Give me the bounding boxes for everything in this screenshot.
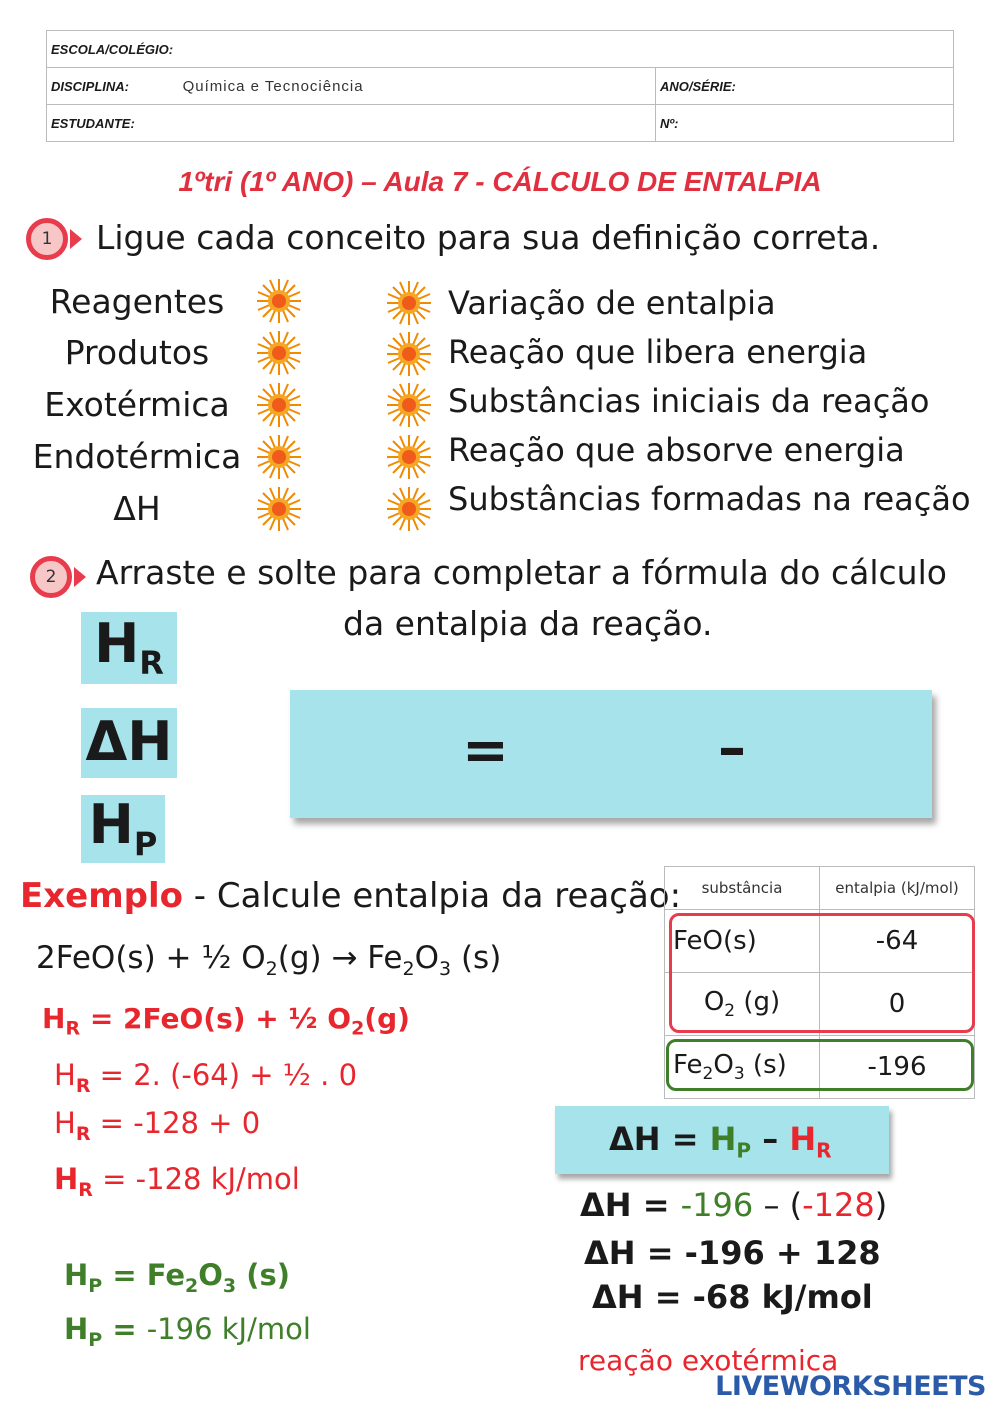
sun-connector-icon[interactable]	[256, 278, 302, 324]
sun-connector-icon[interactable]	[386, 382, 432, 428]
subject-cell	[47, 68, 656, 105]
sun-connector-icon[interactable]	[256, 434, 302, 480]
formula-drop-area[interactable]	[290, 690, 932, 818]
example-heading	[20, 876, 681, 916]
concept-exotermica[interactable]: Exotérmica	[44, 385, 230, 424]
minus-sign: –	[718, 716, 746, 781]
delta-h-step-1: ΔH = -196 – (-128)	[580, 1186, 888, 1224]
concept-reagentes[interactable]: Reagentes	[49, 282, 225, 321]
question-2-prompt-line2: da entalpia da reação.	[343, 604, 713, 643]
table-cell-substance: $O_2$ (g)	[665, 973, 820, 1036]
tile-hr-main: H	[94, 612, 140, 675]
reactants-highlight	[669, 913, 975, 1033]
question-2-badge: 2	[30, 556, 72, 598]
question-1-badge: 1	[26, 218, 68, 260]
subject-value: Química e Tecnociência	[182, 77, 364, 95]
drag-tile-delta-h[interactable]: ΔH	[81, 708, 177, 778]
table-header-substance: substância	[665, 867, 820, 910]
delta-h-formula-box	[555, 1106, 889, 1174]
question-1-arrow-icon	[70, 229, 82, 249]
sun-connector-icon[interactable]	[386, 331, 432, 377]
tile-hp-sub: P	[133, 824, 158, 863]
example-instruction: - Calcule entalpia da reação:	[183, 876, 682, 916]
equals-sign: =	[462, 718, 509, 783]
delta-h-formula: $\Delta H = H_P - H_R$	[609, 1120, 832, 1163]
definition-variacao-entalpia[interactable]: Variação de entalpia	[448, 284, 776, 322]
year-label: ANO/SÉRIE:	[656, 68, 954, 105]
question-2-prompt-line1: Arraste e solte para completar a fórmula do cálculo	[96, 553, 947, 592]
delta-h-step-2: ΔH = -196 + 128	[584, 1234, 881, 1272]
student-label: ESTUDANTE:	[47, 105, 656, 142]
example-reaction: 2FeO(s) + ½ $O_2(g) \to Fe_2O_3$ (s)	[36, 940, 502, 981]
drag-tile-hr[interactable]	[81, 612, 177, 684]
delta-h-result: ΔH = -68 kJ/mol	[592, 1278, 873, 1316]
hp-definition: $H_P = Fe_2O_3$ (s)	[64, 1258, 291, 1297]
sun-connector-icon[interactable]	[386, 486, 432, 532]
table-header-enthalpy: entalpia (kJ/mol)	[820, 867, 975, 910]
hr-definition: $H_R = 2FeO(s)$ + ½ $O_2(g)$	[42, 1002, 410, 1040]
sun-connector-icon[interactable]	[256, 382, 302, 428]
question-2-arrow-icon	[74, 567, 86, 587]
subject-label: DISCIPLINA:	[51, 78, 129, 94]
definition-substancias-iniciais[interactable]: Substâncias iniciais da reação	[448, 382, 930, 420]
tile-hr-sub: R	[139, 643, 164, 682]
concept-produtos[interactable]: Produtos	[64, 333, 210, 372]
school-label: ESCOLA/COLÉGIO:	[47, 31, 954, 68]
products-highlight	[666, 1039, 974, 1091]
table-cell-substance: $Fe_2O_3$ (s)	[665, 1036, 820, 1099]
hp-result: $H_P = -196$ kJ/mol	[64, 1312, 311, 1351]
conclusion: reação exotérmica	[578, 1344, 839, 1377]
drag-tile-hp[interactable]	[81, 795, 165, 863]
table-cell-value: -64	[820, 910, 975, 973]
definition-libera-energia[interactable]: Reação que libera energia	[448, 333, 868, 371]
table-cell-substance: FeO(s)	[665, 910, 820, 973]
header-table	[46, 30, 954, 142]
sun-connector-icon[interactable]	[256, 486, 302, 532]
concept-endotermica[interactable]: Endotérmica	[32, 437, 242, 476]
table-cell-value: 0	[820, 973, 975, 1036]
definition-substancias-formadas[interactable]: Substâncias formadas na reação	[448, 480, 971, 518]
question-1-prompt: Ligue cada conceito para sua definição correta.	[96, 218, 881, 257]
sun-connector-icon[interactable]	[256, 330, 302, 376]
sun-connector-icon[interactable]	[386, 280, 432, 326]
number-label: Nº:	[656, 105, 954, 142]
hr-result: $H_R = -128$ kJ/mol	[54, 1162, 300, 1201]
example-label: Exemplo	[20, 876, 183, 916]
definition-absorve-energia[interactable]: Reação que absorve energia	[448, 431, 905, 469]
hr-step-2: $H_R = -128 + 0$	[54, 1106, 261, 1145]
concept-delta-h[interactable]: ΔH	[113, 489, 161, 528]
hr-step-1: $H_R = 2$. (-64) + ½ . 0	[54, 1058, 358, 1097]
liveworksheets-logo: LIVEWORKSHEETS	[715, 1371, 986, 1402]
sun-connector-icon[interactable]	[386, 434, 432, 480]
tile-hp-main: H	[88, 793, 134, 856]
page-title: 1ºtri (1º ANO) – Aula 7 - CÁLCULO DE ENTALPIA	[178, 166, 822, 197]
table-cell-value: -196	[820, 1036, 975, 1099]
